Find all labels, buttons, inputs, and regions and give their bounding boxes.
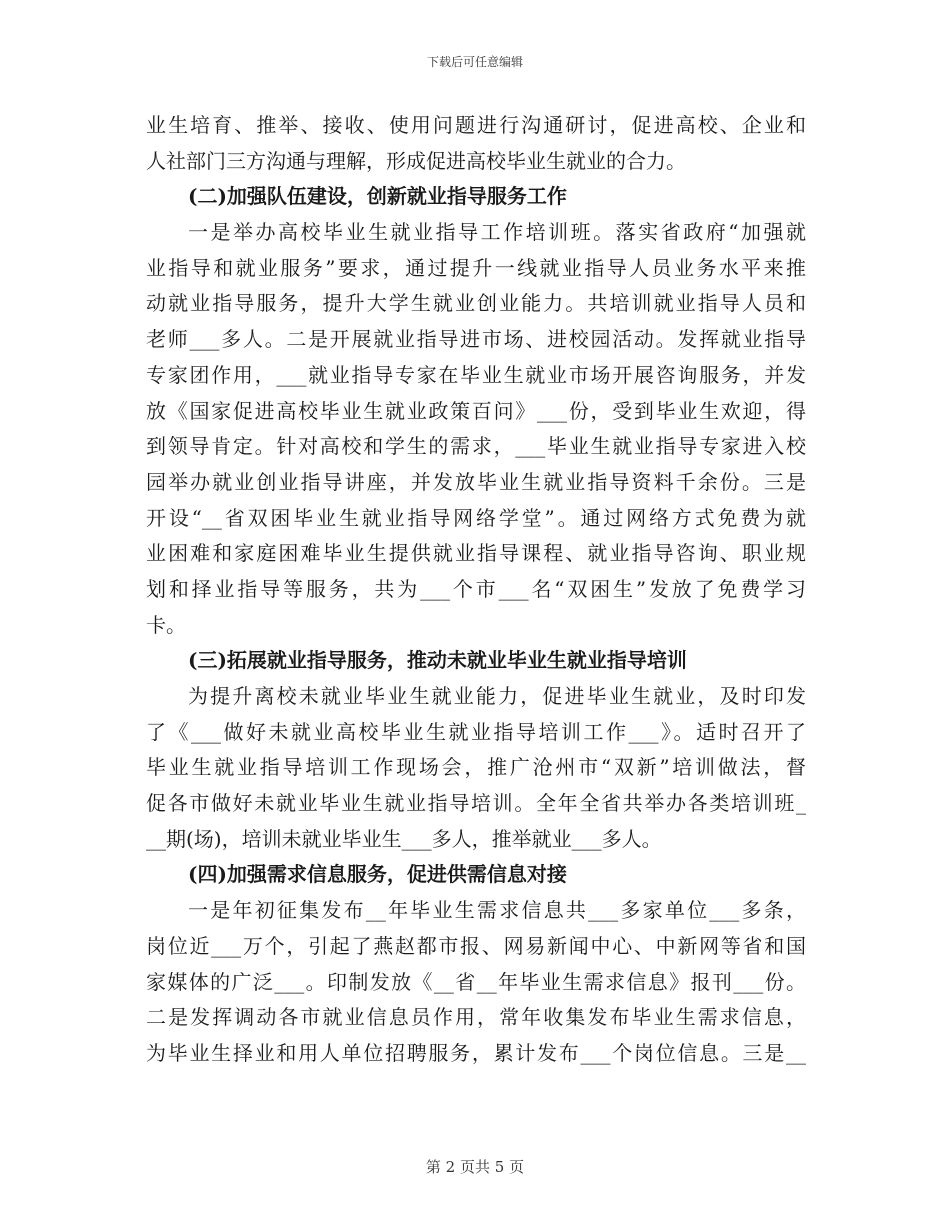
body-line: 一是举办高校毕业生就业指导工作培训班。落实省政府“加强就 <box>188 220 806 245</box>
body-line: 业指导和就业服务”要求，通过提升一线就业指导人员业务水平来推 <box>146 255 806 280</box>
body-line: 为提升离校未就业毕业生就业能力，促进毕业生就业，及时印发 <box>188 684 806 708</box>
body-line: 放《国家促进高校毕业生就业政策百问》___份，受到毕业生欢迎，得 <box>146 398 806 423</box>
body-line: 园举办就业创业指导讲座，并发放毕业生就业指导资料千余份。三是 <box>146 469 806 494</box>
body-line: 业困难和家庭困难毕业生提供就业指导课程、就业指导咨询、职业规 <box>146 541 806 566</box>
body-line: 动就业指导服务，提升大学生就业创业能力。共培训就业指导人员和 <box>146 291 806 316</box>
body-line: 岗位近___万个，引起了燕赵都市报、网易新闻中心、中新网等省和国 <box>146 933 806 958</box>
body-line: 到领导肯定。针对高校和学生的需求，___毕业生就业指导专家进入校 <box>146 434 806 459</box>
page-footer: 第 2 页共 5 页 <box>425 1158 525 1176</box>
body-line: 卡。 <box>146 612 186 637</box>
body-line: __期(场)，培训未就业毕业生___多人，推举就业___多人。 <box>146 826 662 851</box>
body-line: 业生培育、推举、接收、使用问题进行沟通研讨，促进高校、企业和 <box>146 113 806 137</box>
document-body <box>146 108 806 1072</box>
body-line: 老师___多人。二是开展就业指导进市场、进校园活动。发挥就业指导 <box>146 327 806 352</box>
page-header: 下载后可任意编辑 <box>426 55 523 69</box>
section-heading: (二)加强队伍建设，创新就业指导服务工作 <box>188 184 567 209</box>
body-line: 划和择业指导等服务，共为___个市___名“双困生”发放了免费学习 <box>146 576 806 601</box>
body-line: 开设“__省双困毕业生就业指导网络学堂”。通过网络方式免费为就 <box>146 505 806 530</box>
section-heading: (三)拓展就业指导服务，推动未就业毕业生就业指导培训 <box>188 648 687 673</box>
body-line: 专家团作用，___就业指导专家在毕业生就业市场开展咨询服务，并发 <box>146 362 806 387</box>
body-line: 促各市做好未就业毕业生就业指导培训。全年全省共举办各类培训班_ <box>146 791 806 816</box>
body-line: 了《___做好未就业高校毕业生就业指导培训工作___》。适时召开了 <box>146 719 806 744</box>
body-line: 为毕业生择业和用人单位招聘服务，累计发布___个岗位信息。三是__ <box>146 1040 806 1065</box>
body-line: 一是年初征集发布__年毕业生需求信息共___多家单位___多条， <box>188 898 806 923</box>
body-line: 毕业生就业指导培训工作现场会，推广沧州市“双新”培训做法，督 <box>146 755 806 780</box>
body-line: 二是发挥调动各市就业信息员作用，常年收集发布毕业生需求信息， <box>146 1005 806 1030</box>
body-line: 人社部门三方沟通与理解，形成促进高校毕业生就业的合力。 <box>146 148 686 173</box>
section-heading: (四)加强需求信息服务，促进供需信息对接 <box>188 862 567 887</box>
body-line: 家媒体的广泛___。印制发放《__省__年毕业生需求信息》报刊___份。 <box>146 969 806 994</box>
